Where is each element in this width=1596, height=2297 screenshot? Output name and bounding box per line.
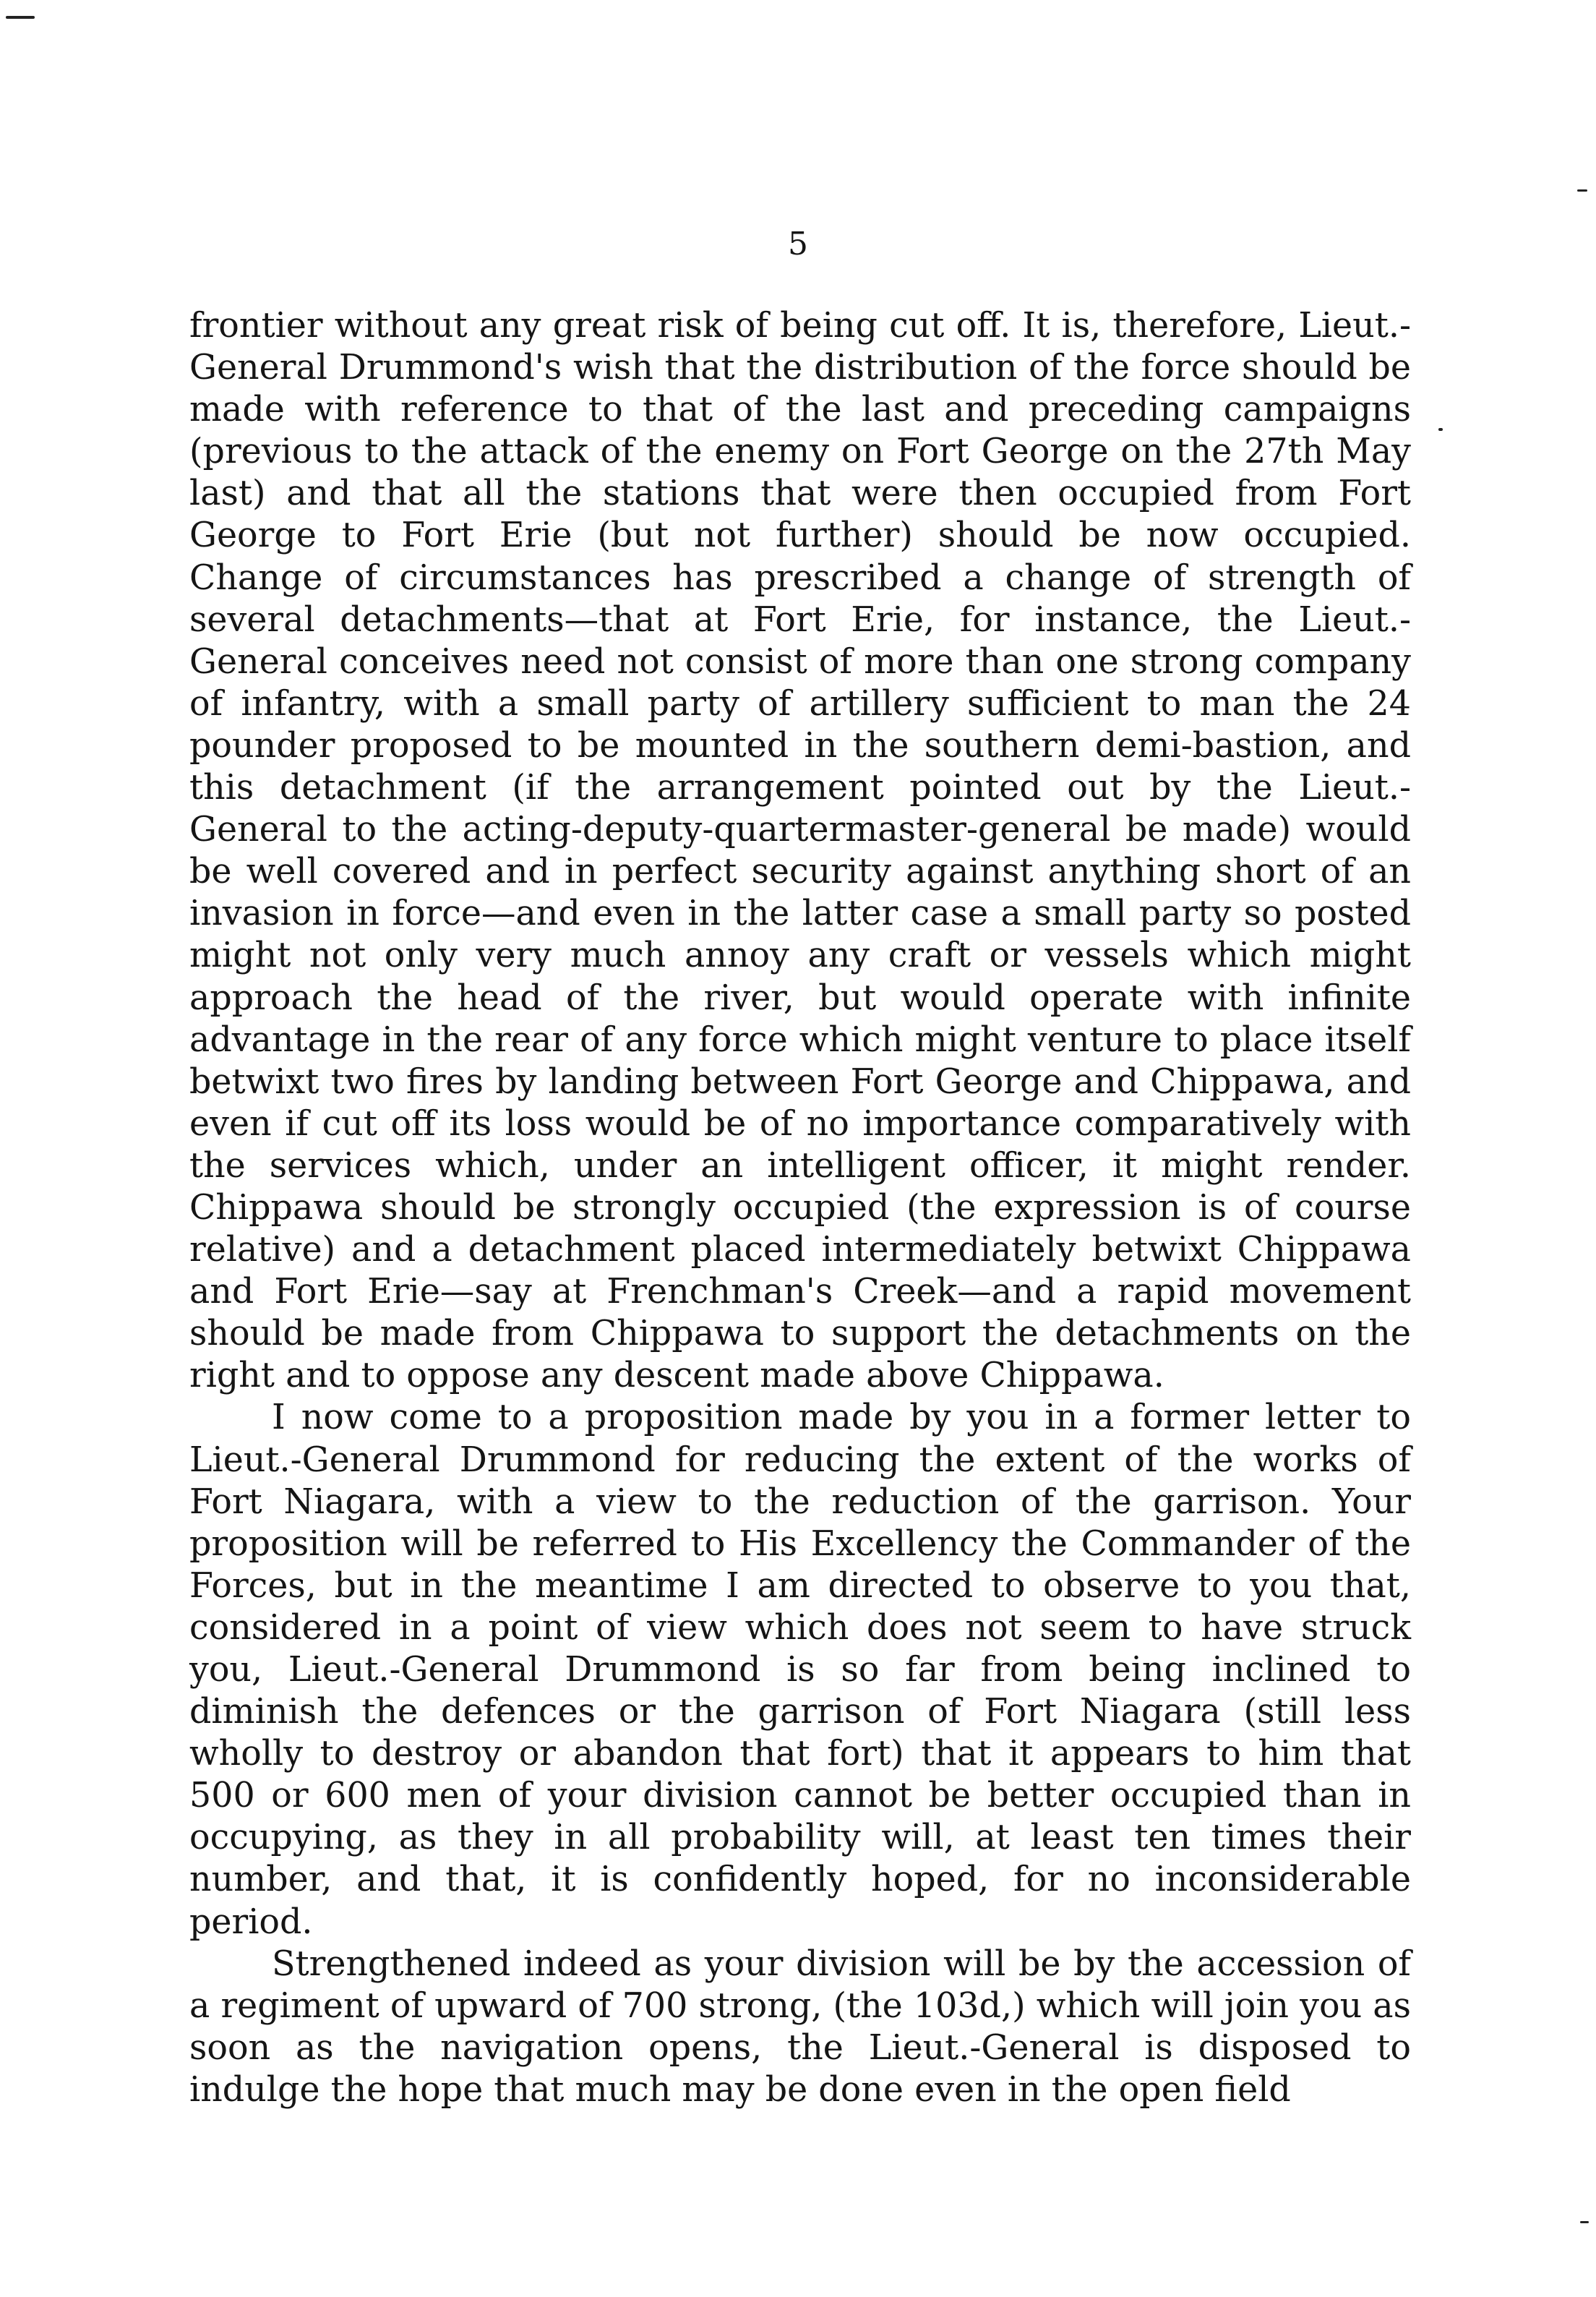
paragraph: Strengthened indeed as your division will be by the accession of a regiment of upward of 700 strong, (the 103d,) which will join you as soon as the navigation opens, the Lieut.-General is disposed to indulge the hope that much may be done even in the open field xyxy=(189,1943,1411,2110)
paragraph: I now come to a proposition made by you in a former letter to Lieut.-General Drummond for reducing the extent of the works of Fort Niagara, with a view to the reduction of the garrison. Your proposition will be referred to His Excellency the Commander of the Forces, but in the meantime I am directed to observe to you that, considered in a point of view which does not seem to have struck you, Lieut.-General Drummond is so far from being inclined to diminish the defences or the garrison of Fort Niagara (still less wholly to destroy or abandon that fort) that it appears to him that 500 or 600 men of your division cannot be better occupied than in occupying, as they in all probability will, at least ten times their number, and that, it is confidently hoped, for no inconsiderable period. xyxy=(189,1398,1411,1942)
page-number: 5 xyxy=(788,226,808,262)
paragraph: frontier without any great risk of being cut off. It is, therefore, Lieut.-General Drummond's wish that the distribution of the force should be made with reference to that of the last and preceding campaigns (previous to the attack of the enemy on Fort George on the 27th May last) and that all the stations that were then occupied from Fort George to Fort Erie (but not further) should be now occupied. Change of circumstances has prescribed a change of strength of several detachments—that at Fort Erie, for instance, the Lieut.-General conceives need not consist of more than one strong company of infantry, with a small party of artillery sufficient to man the 24 pounder proposed to be mounted in the southern demi-bastion, and this detachment (if the arrangement pointed out by the Lieut.-General to the acting-deputy-quartermaster-general be made) would be well covered and in perfect security against anything short of an invasion in force—and even in the latter case a small party so posted might not only very much annoy any craft or vessels which might approach the head of the river, but would operate with infinite advantage in the rear of any force which might venture to place itself betwixt two fires by landing between Fort George and Chippawa, and even if cut off its loss would be of no importance comparatively with the services which, under an intelligent officer, it might render. Chippawa should be strongly occupied (the expression is of course relative) and a detachment placed intermediately betwixt Chippawa and Fort Erie—say at Frenchman's Creek—and a rapid movement should be made from Chippawa to support the detachments on the right and to oppose any descent made above Chippawa. xyxy=(189,306,1411,1396)
document-body xyxy=(189,305,1411,2111)
